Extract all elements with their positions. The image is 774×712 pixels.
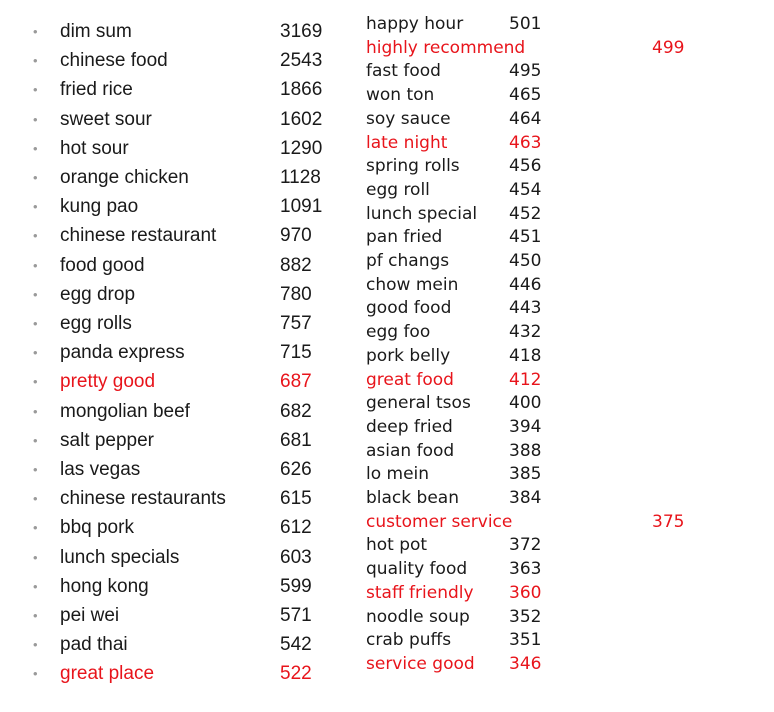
list-item (366, 108, 766, 132)
left-term-list (0, 0, 340, 712)
term-label: lo mein (366, 464, 430, 485)
term-count: 418 (509, 345, 542, 366)
list-item (0, 513, 340, 542)
term-label: food good (60, 254, 145, 276)
list-item (366, 345, 766, 369)
list-item (0, 192, 340, 221)
list-item (0, 46, 340, 75)
list-item (0, 397, 340, 426)
bullet-icon: • (33, 257, 38, 273)
term-label: fast food (366, 61, 441, 82)
term-count: 599 (280, 575, 312, 597)
term-label: lunch specials (60, 546, 180, 568)
term-count: 603 (280, 546, 312, 568)
term-count: 715 (280, 342, 312, 364)
bullet-icon: • (33, 432, 38, 448)
list-item (0, 309, 340, 338)
term-count: 615 (280, 488, 312, 510)
list-item (366, 463, 766, 487)
term-label: soy sauce (366, 108, 451, 129)
list-item (366, 132, 766, 156)
list-item (366, 13, 766, 37)
list-item (0, 455, 340, 484)
term-count: 571 (280, 605, 312, 626)
bullet-icon: • (33, 608, 38, 623)
term-count: 452 (509, 203, 542, 224)
term-count: 372 (509, 535, 542, 556)
bullet-icon: • (33, 345, 38, 361)
term-label: dim sum (60, 21, 132, 42)
term-label: chinese restaurant (60, 225, 217, 247)
list-item (0, 134, 340, 163)
term-count: 360 (509, 582, 542, 603)
bullet-icon: • (33, 228, 38, 244)
term-label: orange chicken (60, 167, 189, 188)
list-item (366, 274, 766, 298)
term-count: 882 (280, 254, 312, 276)
term-label: great place (60, 663, 155, 685)
list-item (366, 250, 766, 274)
term-label: highly recommend (366, 37, 526, 58)
list-item (366, 226, 766, 250)
term-count: 626 (280, 459, 312, 480)
term-label: happy hour (366, 14, 464, 34)
term-label: lunch special (366, 203, 478, 224)
term-count: 384 (509, 488, 542, 508)
term-label: pf changs (366, 251, 450, 271)
term-label: crab puffs (366, 630, 452, 651)
list-item (366, 487, 766, 511)
list-item (0, 221, 340, 250)
term-count: 400 (509, 393, 542, 414)
term-count: 499 (652, 37, 685, 58)
list-item (366, 606, 766, 630)
list-item (0, 338, 340, 367)
list-item (366, 440, 766, 464)
term-count: 970 (280, 225, 312, 247)
term-count: 394 (509, 416, 542, 437)
bullet-icon: • (33, 170, 38, 185)
bullet-icon: • (33, 637, 38, 653)
list-item (0, 601, 340, 630)
term-label: hot pot (366, 535, 428, 556)
list-item (366, 582, 766, 606)
term-label: pork belly (366, 345, 451, 366)
term-count: 451 (509, 227, 542, 248)
list-item (366, 179, 766, 203)
term-label: spring rolls (366, 156, 460, 177)
term-label: mongolian beef (60, 400, 190, 422)
term-label: asian food (366, 440, 455, 461)
list-item (366, 558, 766, 582)
bullet-icon: • (33, 24, 38, 39)
bullet-icon: • (33, 82, 38, 98)
term-count: 375 (652, 511, 685, 532)
term-label: egg foo (366, 322, 431, 343)
term-count: 1602 (280, 108, 323, 130)
term-label: black bean (366, 488, 459, 508)
bullet-icon: • (33, 199, 38, 215)
term-label: pei wei (60, 605, 120, 626)
list-item (366, 37, 766, 61)
term-label: pad thai (60, 634, 128, 656)
term-label: sweet sour (60, 108, 152, 130)
list-item (0, 630, 340, 659)
term-count: 346 (509, 653, 542, 674)
list-item (0, 543, 340, 572)
list-item (0, 280, 340, 309)
term-count: 385 (509, 464, 542, 485)
list-item (366, 653, 766, 677)
term-label: hong kong (60, 575, 149, 597)
list-item (366, 60, 766, 84)
list-item (366, 297, 766, 321)
list-item (0, 367, 340, 396)
term-label: service good (366, 653, 475, 674)
bullet-icon: • (33, 520, 38, 536)
term-label: bbq pork (60, 517, 134, 539)
bullet-icon: • (33, 140, 38, 156)
list-item (0, 251, 340, 280)
term-count: 780 (280, 283, 312, 305)
term-label: deep fried (366, 416, 453, 437)
term-label: pretty good (60, 371, 156, 393)
right-term-list (366, 0, 766, 712)
term-count: 522 (280, 663, 312, 685)
term-count: 351 (509, 630, 542, 651)
term-count: 501 (509, 14, 542, 34)
term-label: kung pao (60, 196, 139, 218)
term-count: 465 (509, 85, 542, 106)
term-count: 412 (509, 369, 542, 390)
list-item (0, 105, 340, 134)
bullet-icon: • (33, 578, 38, 594)
list-item (366, 321, 766, 345)
term-label: las vegas (60, 459, 141, 480)
list-item (366, 511, 766, 535)
term-count: 446 (509, 274, 542, 295)
term-count: 450 (509, 251, 542, 271)
term-count: 757 (280, 313, 312, 334)
list-item (366, 203, 766, 227)
term-count: 495 (509, 61, 542, 82)
term-label: noodle soup (366, 606, 470, 627)
list-item (366, 84, 766, 108)
term-count: 454 (509, 179, 542, 200)
term-count: 464 (509, 108, 542, 129)
term-count: 687 (280, 371, 312, 393)
term-count: 1091 (280, 196, 323, 218)
term-count: 2543 (280, 50, 323, 72)
term-label: quality food (366, 559, 468, 580)
list-item (0, 75, 340, 104)
bullet-icon: • (33, 316, 38, 331)
bullet-icon: • (33, 549, 38, 565)
term-label: good food (366, 298, 452, 319)
list-item (0, 163, 340, 192)
term-count: 3169 (280, 21, 323, 42)
term-label: fried rice (60, 79, 133, 101)
term-label: general tsos (366, 393, 471, 414)
list-item (366, 369, 766, 393)
term-count: 542 (280, 634, 312, 656)
bullet-icon: • (33, 111, 38, 127)
term-count: 352 (509, 606, 542, 627)
term-label: egg roll (366, 179, 430, 200)
bullet-icon: • (33, 374, 38, 390)
bullet-icon: • (33, 491, 38, 507)
term-count: 363 (509, 559, 542, 580)
bullet-icon: • (33, 286, 38, 302)
term-count: 443 (509, 298, 542, 319)
bullet-icon: • (33, 53, 38, 69)
bullet-icon: • (33, 666, 38, 682)
term-count: 463 (509, 132, 542, 153)
list-item (0, 426, 340, 455)
list-item (0, 659, 340, 688)
term-label: customer service (366, 511, 513, 532)
term-label: salt pepper (60, 429, 155, 451)
list-item (0, 484, 340, 513)
bullet-icon: • (33, 462, 38, 477)
bullet-icon: • (33, 403, 38, 419)
term-label: egg rolls (60, 313, 132, 334)
term-label: chinese restaurants (60, 488, 226, 510)
term-label: panda express (60, 342, 185, 364)
term-count: 388 (509, 440, 542, 461)
list-item (0, 17, 340, 46)
list-item (366, 392, 766, 416)
list-item (366, 416, 766, 440)
term-label: chow mein (366, 274, 459, 295)
list-item (366, 155, 766, 179)
term-label: chinese food (60, 50, 168, 72)
term-label: great food (366, 369, 454, 390)
term-label: egg drop (60, 283, 136, 305)
term-count: 682 (280, 400, 312, 422)
list-item (366, 629, 766, 653)
term-count: 1290 (280, 137, 323, 159)
term-count: 1128 (280, 167, 321, 188)
list-item (366, 534, 766, 558)
term-label: hot sour (60, 137, 129, 159)
term-label: won ton (366, 85, 435, 106)
term-count: 612 (280, 517, 312, 539)
term-count: 681 (280, 429, 312, 451)
term-label: pan fried (366, 227, 443, 248)
term-count: 432 (509, 322, 542, 343)
term-label: staff friendly (366, 582, 474, 603)
list-item (0, 572, 340, 601)
term-count: 1866 (280, 79, 323, 101)
term-label: late night (366, 132, 448, 153)
term-count: 456 (509, 156, 542, 177)
